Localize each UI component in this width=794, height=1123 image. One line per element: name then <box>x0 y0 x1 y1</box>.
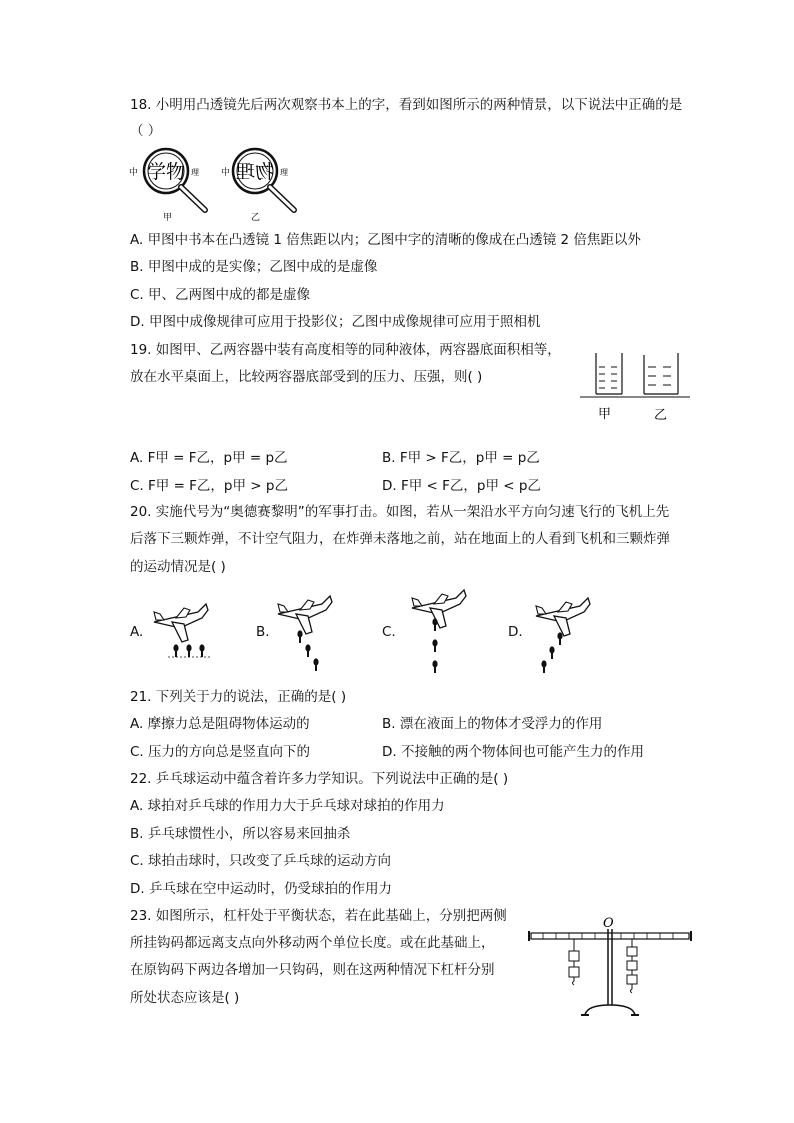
q20-option-a-label[interactable]: A. <box>130 624 144 640</box>
q20-bomb-figures <box>150 588 670 678</box>
q18-fig1-lens-text: 学物 <box>146 161 186 183</box>
q23-stem-line3: 在原钩码下两边各增加一只钩码，则在这两种情况下杠杆分别 <box>130 962 495 978</box>
q20-stem-line1: 20. 实施代号为“奥德赛黎明”的军事打击。如图，若从一架沿水平方向匀速飞行的飞机上先 <box>130 504 670 520</box>
q21-option-d[interactable]: D. 不接触的两个物体间也可能产生力的作用 <box>382 744 644 760</box>
q22-option-d[interactable]: D. 乒乓球在空中运动时，仍受球拍的作用力 <box>130 881 392 897</box>
q18-fig2-right-char: 理 <box>280 168 288 177</box>
q18-fig1-label: 甲 <box>163 213 173 223</box>
q18-option-a[interactable]: A. 甲图中书本在凸透镜 1 倍焦距以内；乙图中字的清晰的像成在凸透镜 2 倍焦距以外 <box>130 232 641 248</box>
q18-option-c[interactable]: C. 甲、乙两图中成的都是虚像 <box>130 287 311 303</box>
q19-option-a[interactable]: A. F甲 = F乙，p甲 = p乙 <box>130 450 288 466</box>
q18-fig2-left-char: 中 <box>221 168 231 178</box>
q18-option-b[interactable]: B. 甲图中成的是实像；乙图中成的是虚像 <box>130 259 378 275</box>
q21-stem: 21. 下列关于力的说法，正确的是( ) <box>130 689 347 705</box>
q18-fig1-right-char: 理 <box>191 168 199 177</box>
q23-stem-line4: 所处状态应该是( ) <box>130 990 240 1006</box>
q21-option-c[interactable]: C. 压力的方向总是竖直向下的 <box>130 744 311 760</box>
q20-stem-line2: 后落下三颗炸弹，不计空气阻力，在炸弹未落地之前，站在地面上的人看到飞机和三颗炸弹 <box>130 531 670 547</box>
q19-containers-figure <box>580 350 692 422</box>
q18-fig2-label: 乙 <box>251 213 261 223</box>
q22-stem: 22. 乒乓球运动中蕴含着许多力学知识。下列说法中正确的是( ) <box>130 771 509 787</box>
q22-option-b[interactable]: B. 乒乓球惯性小，所以容易来回抽杀 <box>130 826 351 842</box>
q22-option-c[interactable]: C. 球拍击球时，只改变了乒乓球的运动方向 <box>130 853 392 869</box>
q21-option-a[interactable]: A. 摩擦力总是阻碍物体运动的 <box>130 716 310 732</box>
q23-pivot-label: O <box>603 916 614 931</box>
q19-fig-label-yi: 乙 <box>654 408 668 423</box>
q19-stem-line1: 19. 如图甲、乙两容器中装有高度相等的同种液体，两容器底面积相等， <box>130 342 561 358</box>
q21-option-b[interactable]: B. 漂在液面上的物体才受浮力的作用 <box>382 716 603 732</box>
q18-stem-line1: 18. 小明用凸透镜先后两次观察书本上的字，看到如图所示的两种情景，以下说法中正确的是 <box>130 97 683 113</box>
q23-stem-line1: 23. 如图所示，杠杆处于平衡状态，若在此基础上，分别把两侧 <box>130 908 507 924</box>
q18-fig2-lens-text: 物理 <box>235 161 275 183</box>
q18-stem-line2: （ ） <box>130 123 162 139</box>
q19-fig-label-jia: 甲 <box>598 407 612 422</box>
q20-option-d-label[interactable]: D. <box>508 624 523 640</box>
q20-stem-line3: 的运动情况是( ) <box>130 559 226 575</box>
q19-option-c[interactable]: C. F甲 = F乙，p甲 > p乙 <box>130 478 288 494</box>
q18-option-d[interactable]: D. 甲图中成像规律可应用于投影仪；乙图中成像规律可应用于照相机 <box>130 314 541 330</box>
q23-lever-figure <box>525 917 695 1021</box>
q18-fig1-left-char: 中 <box>129 168 139 178</box>
q19-option-d[interactable]: D. F甲 < F乙，p甲 < p乙 <box>382 478 541 494</box>
q23-stem-line2: 所挂钩码都远离支点向外移动两个单位长度。或在此基础上， <box>130 935 495 951</box>
q19-stem-line2: 放在水平桌面上，比较两容器底部受到的压力、压强，则( ) <box>130 369 483 385</box>
q20-option-c-label[interactable]: C. <box>382 624 396 640</box>
q18-magnifier-figure <box>125 146 305 226</box>
q22-option-a[interactable]: A. 球拍对乒乓球的作用力大于乒乓球对球拍的作用力 <box>130 798 445 814</box>
q19-option-b[interactable]: B. F甲 > F乙，p甲 = p乙 <box>382 450 540 466</box>
q20-option-b-label[interactable]: B. <box>256 624 270 640</box>
